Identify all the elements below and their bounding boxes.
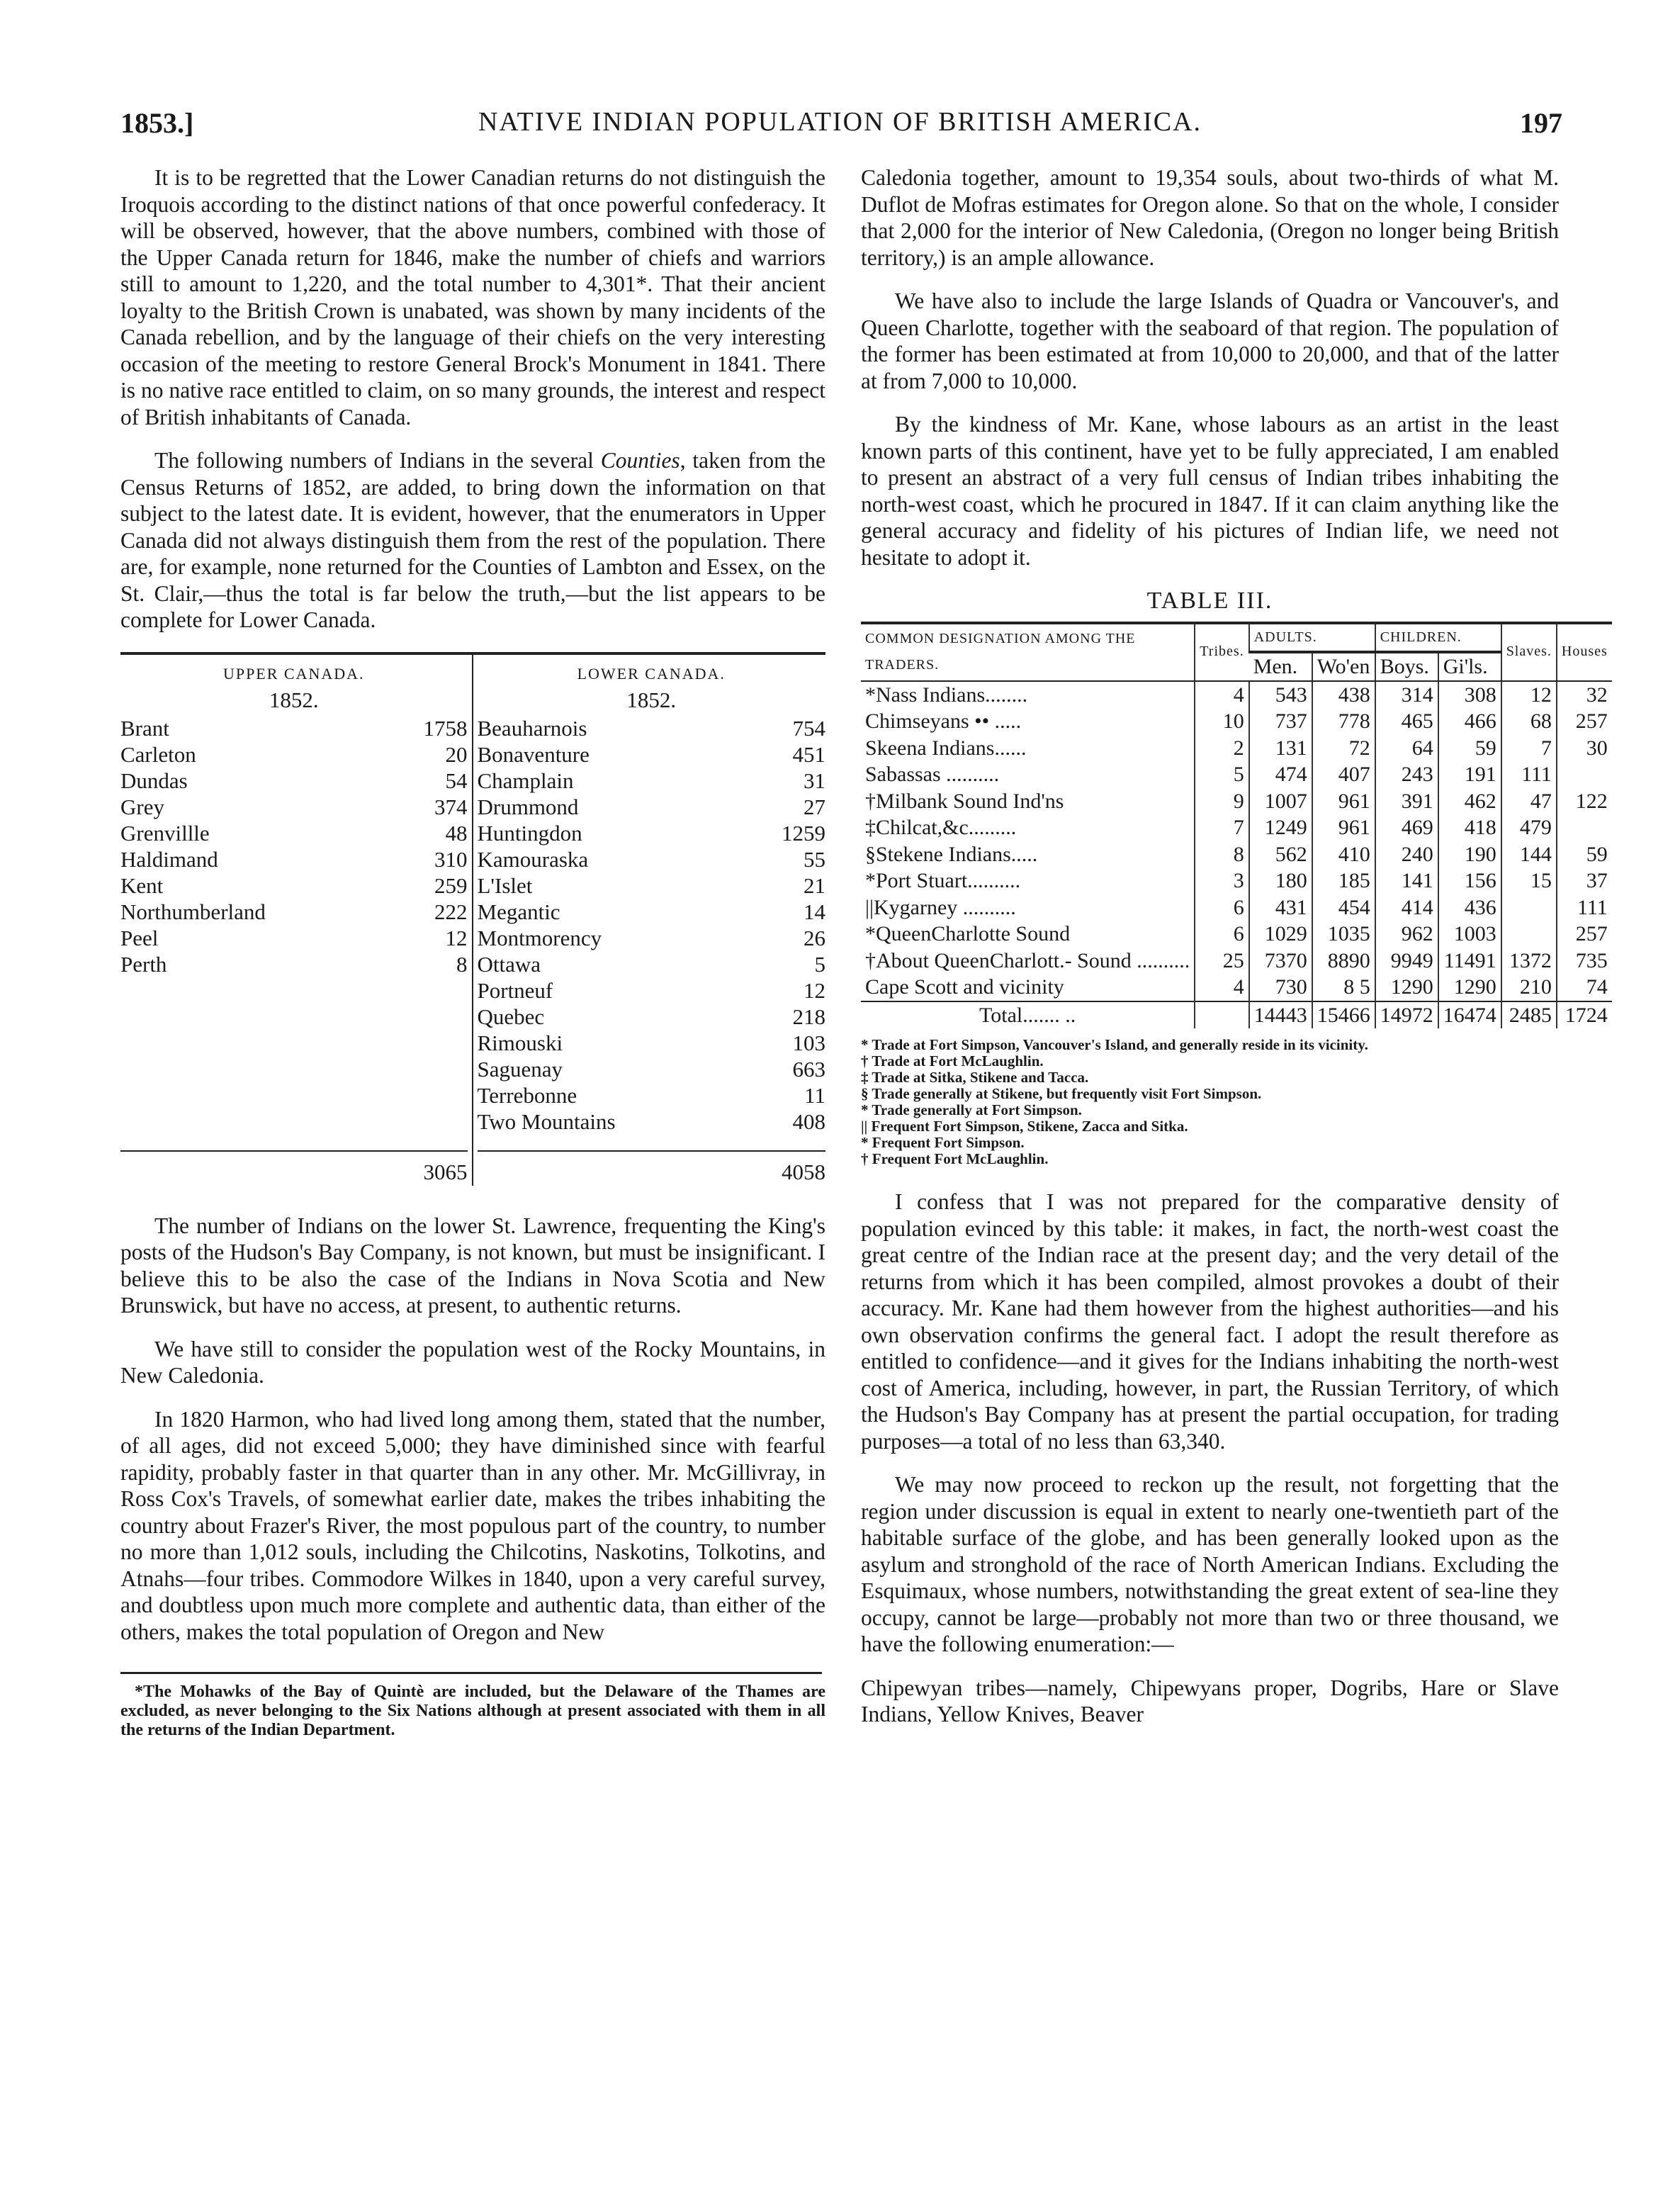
lower-row (478, 820, 826, 846)
cell-tribes: 25 (1195, 948, 1248, 975)
upper-row (120, 741, 468, 768)
table-row (861, 921, 1612, 948)
cell-women: 961 (1312, 788, 1375, 815)
county-name: Grey (120, 794, 164, 819)
county-value: 218 (792, 1004, 825, 1029)
table-note: * Trade at Fort Simpson, Vancouver's Island, and generally reside in its vicinity. (861, 1036, 1368, 1053)
cell-slaves: 111 (1501, 761, 1557, 788)
total-label: Total....... .. (861, 1001, 1195, 1029)
county-value: 1758 (423, 715, 468, 741)
paragraph: We have still to consider the population west of the Rocky Mountains, in New Caledonia. (120, 1336, 825, 1388)
total-boys: 14972 (1375, 1001, 1438, 1029)
cell-boys: 414 (1375, 894, 1438, 921)
lower-row (478, 1082, 826, 1108)
county-value: 754 (792, 715, 825, 741)
cell-men: 474 (1249, 761, 1312, 788)
county-name: Kent (120, 872, 164, 898)
cell-girls: 462 (1438, 788, 1501, 815)
cell-houses: 59 (1557, 841, 1612, 868)
county-value: 20 (445, 741, 468, 767)
cell-slaves (1501, 894, 1557, 921)
table-row (861, 788, 1612, 815)
lower-row (478, 951, 826, 977)
table-row (861, 841, 1612, 868)
left-column (120, 164, 825, 1740)
tribe-name: †Milbank Sound Ind'ns (865, 789, 1064, 813)
lower-row (478, 977, 826, 1004)
upper-row (120, 846, 468, 872)
county-value: 12 (445, 925, 468, 950)
county-value: 31 (804, 768, 825, 793)
tribe-name: *Nass Indians........ (865, 683, 1028, 707)
county-name: Portneuf (477, 977, 553, 1003)
cell-men: 543 (1249, 681, 1312, 709)
county-name: Ottawa (477, 951, 541, 977)
cell-girls: 191 (1438, 761, 1501, 788)
tribe-name: ||Kygarney .......... (865, 895, 1016, 919)
county-value: 310 (434, 846, 468, 872)
cell-women: 410 (1312, 841, 1375, 868)
county-name: Haldimand (120, 846, 218, 872)
table-row (861, 974, 1612, 1001)
paragraph: In 1820 Harmon, who had lived long among them, stated that the number, of all ages, did not exceed 5,000; they have diminished since with fearful rapidity, probably faster in that quarter than in any other. Mr. McGillivray, in Ross Cox's Travels, of somewhat earlier date, makes the tribes inhabiting the country about Frazer's River, the most populous part of the country, to number no more than 1,012 souls, including the Chilcotins, Naskotins, Tolkotins, and Atnahs—four tribes. Commodore Wilkes in 1840, upon a very careful survey, and doubtless upon much more complete and authentic data, than either of the others, makes the total population of Oregon and New (120, 1406, 825, 1644)
cell-girls: 1290 (1438, 974, 1501, 1001)
tribe-name: †About QueenCharlott.- Sound .......... (865, 948, 1190, 972)
cell-girls: 156 (1438, 867, 1501, 894)
cell-tribes: 5 (1195, 761, 1248, 788)
cell-boys: 243 (1375, 761, 1438, 788)
tribe-name: §Stekene Indians..... (865, 842, 1038, 866)
lower-row (478, 1030, 826, 1056)
table-note: § Trade generally at Stikene, but frequently visit Fort Simpson. (861, 1085, 1262, 1102)
county-name: Two Mountains (477, 1108, 616, 1134)
cell-houses: 122 (1557, 788, 1612, 815)
upper-canada-heading: UPPER CANADA. (222, 664, 365, 683)
footnote: *The Mohawks of the Bay of Quintè are included, but the Delaware of the Thames are excluded, as never belonging to the Six Nations although at present associated with them in all the returns of the Indian Department. (120, 1683, 825, 1739)
table-note: || Frequent Fort Simpson, Stikene, Zacca and Sitka. (861, 1118, 1188, 1135)
lower-row (478, 1056, 826, 1082)
county-name: Bonaventure (477, 741, 590, 767)
cell-men: 7370 (1249, 948, 1312, 975)
county-name: Drummond (477, 794, 579, 819)
county-name: Dundas (120, 768, 188, 793)
county-value: 26 (804, 925, 825, 950)
county-name: Kamouraska (477, 846, 589, 872)
county-value: 48 (445, 820, 468, 846)
cell-boys: 9949 (1375, 948, 1438, 975)
col-head-designation: COMMON DESIGNATION AMONG THE TRADERS. (861, 623, 1195, 681)
cell-houses: 30 (1557, 735, 1612, 762)
cell-tribes: 3 (1195, 867, 1248, 894)
lower-row (478, 794, 826, 820)
upper-canada-total: 3065 (120, 1150, 468, 1186)
lower-row (478, 1108, 826, 1135)
cell-boys: 469 (1375, 814, 1438, 841)
table-row (861, 894, 1612, 921)
upper-row (120, 794, 468, 820)
lower-canada-year: 1852. (626, 687, 677, 712)
cell-slaves: 68 (1501, 708, 1557, 735)
cell-boys: 141 (1375, 867, 1438, 894)
total-slaves: 2485 (1501, 1001, 1557, 1029)
cell-tribes: 6 (1195, 894, 1248, 921)
cell-boys: 1290 (1375, 974, 1438, 1001)
cell-tribes: 7 (1195, 814, 1248, 841)
upper-row (120, 768, 468, 794)
tribe-name: Skeena Indians...... (865, 736, 1027, 760)
cell-houses: 74 (1557, 974, 1612, 1001)
lower-canada-heading: LOWER CANADA. (577, 664, 726, 683)
cell-women: 778 (1312, 708, 1375, 735)
cell-slaves: 47 (1501, 788, 1557, 815)
col-head-tribes: Tribes. (1195, 623, 1248, 681)
county-value: 14 (804, 899, 825, 924)
cell-houses (1557, 761, 1612, 788)
county-name: Champlain (477, 768, 574, 793)
upper-canada-year: 1852. (269, 687, 319, 712)
cell-men: 431 (1249, 894, 1312, 921)
county-value: 54 (445, 768, 468, 793)
county-value: 27 (804, 794, 825, 819)
county-name: Perth (120, 951, 167, 977)
paragraph: The number of Indians on the lower St. Lawrence, frequenting the King's posts of the Hudson's Bay Company, is not known, but must be insignificant. I believe this to be also the case of the Indians in Nova Scotia and New Brunswick, but have no access, at present, to authentic returns. (120, 1213, 825, 1318)
paragraph: Chipewyan tribes—namely, Chipewyans proper, Dogribs, Hare or Slave Indians, Yellow Knives, Beaver (861, 1675, 1559, 1726)
cell-tribes: 6 (1195, 921, 1248, 948)
cell-tribes: 4 (1195, 974, 1248, 1001)
county-value: 374 (434, 794, 468, 819)
county-name: Carleton (120, 741, 196, 767)
right-column (861, 164, 1608, 1745)
col-head-women: Wo'en (1312, 652, 1375, 681)
table-row (861, 761, 1612, 788)
lower-row (478, 741, 826, 768)
cell-houses: 257 (1557, 708, 1612, 735)
table-total-row (861, 1001, 1612, 1029)
cell-slaves: 144 (1501, 841, 1557, 868)
county-value: 55 (804, 846, 825, 872)
lower-canada-column (473, 655, 826, 1135)
cell-girls: 59 (1438, 735, 1501, 762)
lower-row (478, 1004, 826, 1030)
lower-row (478, 925, 826, 951)
col-head-adults: ADULTS. (1249, 623, 1375, 653)
county-name: Saguenay (477, 1056, 563, 1082)
paragraph: It is to be regretted that the Lower Canadian returns do not distinguish the Iroquois according to the distinct nations of that once powerful confederacy. It will be observed, however, that the above numbers, combined with those of the Upper Canada return for 1846, make the number of chiefs and warriors still to amount to 1,220, and the total number to 4,301*. That their ancient loyalty to the British Crown is unabated, was shown by many incidents of the Canada rebellion, and by the language of their chiefs on the very interesting occasion of the meeting to restore General Brock's Monument in 1841. There is no native race entitled to claim, on so many grounds, the interest and respect of British inhabitants of Canada. (120, 165, 825, 429)
tribe-name: Cape Scott and vicinity (865, 975, 1064, 999)
cell-girls: 11491 (1438, 948, 1501, 975)
lower-canada-total: 4058 (478, 1150, 826, 1186)
col-head-slaves: Slaves. (1501, 623, 1557, 681)
cell-girls: 466 (1438, 708, 1501, 735)
cell-women: 185 (1312, 867, 1375, 894)
table-row (861, 735, 1612, 762)
cell-women: 1035 (1312, 921, 1375, 948)
county-name: Montmorency (477, 925, 602, 950)
cell-houses: 111 (1557, 894, 1612, 921)
cell-men: 1249 (1249, 814, 1312, 841)
county-name: Terrebonne (477, 1082, 577, 1108)
col-head-men: Men. (1249, 652, 1312, 681)
table-row (861, 948, 1612, 975)
cell-boys: 962 (1375, 921, 1438, 948)
cell-boys: 465 (1375, 708, 1438, 735)
cell-women: 438 (1312, 681, 1375, 709)
county-name: Northumberland (120, 899, 266, 924)
lower-row (478, 846, 826, 872)
county-value: 222 (434, 899, 468, 924)
cell-tribes: 10 (1195, 708, 1248, 735)
county-value: 5 (814, 951, 825, 977)
upper-canada-column (120, 655, 473, 1135)
lower-row (478, 715, 826, 741)
upper-row (120, 872, 468, 899)
paragraph: Caledonia together, amount to 19,354 souls, about two-thirds of what M. Duflot de Mofras estimates for Oregon alone. So that on the whole, I consider that 2,000 for the interior of New Caledonia, (Oregon no longer being British territory,) is an ample allowance. (861, 165, 1559, 270)
table-row (861, 681, 1612, 709)
upper-row (120, 820, 468, 846)
cell-men: 1007 (1249, 788, 1312, 815)
cell-houses: 257 (1557, 921, 1612, 948)
cell-slaves: 210 (1501, 974, 1557, 1001)
cell-slaves (1501, 921, 1557, 948)
county-value: 1259 (782, 820, 825, 846)
total-women: 15466 (1312, 1001, 1375, 1029)
cell-boys: 391 (1375, 788, 1438, 815)
cell-women: 454 (1312, 894, 1375, 921)
cell-tribes: 8 (1195, 841, 1248, 868)
col-head-girls: Gi'ls. (1438, 652, 1501, 681)
cell-houses: 735 (1557, 948, 1612, 975)
table-note: ‡ Trade at Sitka, Stikene and Tacca. (861, 1069, 1089, 1086)
total-men: 14443 (1249, 1001, 1312, 1029)
cell-boys: 314 (1375, 681, 1438, 709)
tribe-name: ‡Chilcat,&c......... (865, 816, 1017, 839)
tribe-name: Chimseyans •• ..... (865, 709, 1022, 733)
county-value: 663 (792, 1056, 825, 1082)
table-notes (861, 1037, 1559, 1167)
table-note: * Frequent Fort Simpson. (861, 1134, 1025, 1151)
upper-row (120, 715, 468, 741)
cell-boys: 240 (1375, 841, 1438, 868)
footnote-rule (120, 1672, 822, 1674)
county-value: 408 (792, 1108, 825, 1134)
cell-women: 8890 (1312, 948, 1375, 975)
cell-slaves: 12 (1501, 681, 1557, 709)
tribe-name: Sabassas .......... (865, 763, 1000, 786)
cell-houses: 37 (1557, 867, 1612, 894)
upper-row (120, 951, 468, 977)
table-title: TABLE III. (1146, 588, 1273, 614)
table-note: † Trade at Fort McLaughlin. (861, 1052, 1044, 1069)
cell-houses (1557, 814, 1612, 841)
county-name: L'Islet (477, 872, 533, 898)
cell-men: 180 (1249, 867, 1312, 894)
upper-row (120, 925, 468, 951)
cell-men: 737 (1249, 708, 1312, 735)
tribe-name: *Port Stuart.......... (865, 869, 1021, 892)
county-name: Peel (120, 925, 159, 950)
county-name: Rimouski (477, 1030, 563, 1055)
cell-men: 730 (1249, 974, 1312, 1001)
lower-row (478, 768, 826, 794)
cell-women: 72 (1312, 735, 1375, 762)
county-value: 12 (804, 977, 825, 1003)
county-name: Megantic (477, 899, 560, 924)
cell-girls: 308 (1438, 681, 1501, 709)
cell-girls: 1003 (1438, 921, 1501, 948)
paragraph: The following numbers of Indians in the several Counties, taken from the Census Returns of 1852, are added, to bring down the information on that subject to the latest date. It is evident, however, that the enumerators in Upper Canada did not always distinguish them from the rest of the population. There are, for example, none returned for the Counties of Lambton and Essex, on the St. Clair,—thus the total is far below the truth,—but the list appears to be complete for Lower Canada. (120, 448, 825, 632)
county-name: Huntingdon (477, 820, 582, 846)
cell-slaves: 479 (1501, 814, 1557, 841)
cell-slaves: 7 (1501, 735, 1557, 762)
paragraph: We may now proceed to reckon up the result, not forgetting that the region under discussion is equal in extent to nearly one-twentieth part of the habitable surface of the globe, and has been generally looked upon as the asylum and stronghold of the race of North American Indians. Excluding the Esquimaux, whose numbers, notwithstanding the great extent of sea-line they occupy, cannot be large—probably not more than two or three thousand, we have the following enumeration:— (861, 1472, 1559, 1656)
cell-women: 407 (1312, 761, 1375, 788)
cell-slaves: 15 (1501, 867, 1557, 894)
cell-boys: 64 (1375, 735, 1438, 762)
cell-girls: 436 (1438, 894, 1501, 921)
table-row (861, 708, 1612, 735)
counties-table (120, 652, 825, 1186)
county-value: 259 (434, 872, 468, 898)
cell-slaves: 1372 (1501, 948, 1557, 975)
col-head-children: CHILDREN. (1375, 623, 1501, 653)
cell-girls: 418 (1438, 814, 1501, 841)
lower-row (478, 872, 826, 899)
col-head-houses: Houses (1557, 623, 1612, 681)
cell-men: 1029 (1249, 921, 1312, 948)
county-name: Beauharnois (477, 715, 587, 741)
paragraph: We have also to include the large Islands of Quadra or Vancouver's, and Queen Charlotte, together with the seaboard of that region. The population of the former has been estimated at from 10,000 to 20,000, and that of the latter at from 7,000 to 10,000. (861, 288, 1559, 393)
cell-women: 8 5 (1312, 974, 1375, 1001)
page-number: 197 (1520, 107, 1562, 139)
col-head-boys: Boys. (1375, 652, 1438, 681)
table-note: † Frequent Fort McLaughlin. (861, 1150, 1049, 1167)
table-row (861, 867, 1612, 894)
cell-women: 961 (1312, 814, 1375, 841)
cell-girls: 190 (1438, 841, 1501, 868)
county-value: 11 (804, 1082, 825, 1108)
county-value: 451 (792, 741, 825, 767)
total-girls: 16474 (1438, 1001, 1501, 1029)
tribe-name: *QueenCharlotte Sound (865, 922, 1071, 945)
lower-row (478, 899, 826, 925)
total-houses: 1724 (1557, 1001, 1612, 1029)
cell-tribes: 9 (1195, 788, 1248, 815)
paragraph: I confess that I was not prepared for the comparative density of population evinced by this table: it makes, in fact, the north-west coast the great centre of the Indian race at the present day; and the very detail of the returns from which it has been compiled, almost provokes a doubt of their accuracy. Mr. Kane had them however from the highest authorities—and his own observation confirms the general fact. I adopt the result therefore as entitled to confidence—and it gives for the Indians inhabiting the north-west cost of America, including, however, in part, the Russian Territory, of which the Hudson's Bay Company has at present the partial occupation, for trading purposes—a total of no less than 63,340. (861, 1189, 1559, 1454)
county-name: Brant (120, 715, 169, 741)
cell-men: 131 (1249, 735, 1312, 762)
county-name: Grenvillle (120, 820, 210, 846)
table-row (861, 814, 1612, 841)
cell-men: 562 (1249, 841, 1312, 868)
cell-tribes: 2 (1195, 735, 1248, 762)
paragraph: By the kindness of Mr. Kane, whose labours as an artist in the least known parts of this continent, have yet to be fully appreciated, I am enabled to present an abstract of a very full census of Indian tribes inhabiting the north-west coast, which he procured in 1847. If it can claim anything like the general accuracy and fidelity of his pictures of Indian life, we need not hesitate to adopt it. (861, 412, 1559, 570)
cell-tribes: 4 (1195, 681, 1248, 709)
header-title: NATIVE INDIAN POPULATION OF BRITISH AMERICA. (478, 107, 1202, 137)
tribes-census-table (861, 622, 1612, 1029)
county-name: Quebec (477, 1004, 545, 1029)
county-value: 103 (792, 1030, 825, 1055)
county-value: 21 (804, 872, 825, 898)
upper-row (120, 899, 468, 925)
county-value: 8 (456, 951, 468, 977)
table-note: * Trade generally at Fort Simpson. (861, 1101, 1082, 1118)
header-year: 1853.] (120, 107, 194, 139)
cell-houses: 32 (1557, 681, 1612, 709)
